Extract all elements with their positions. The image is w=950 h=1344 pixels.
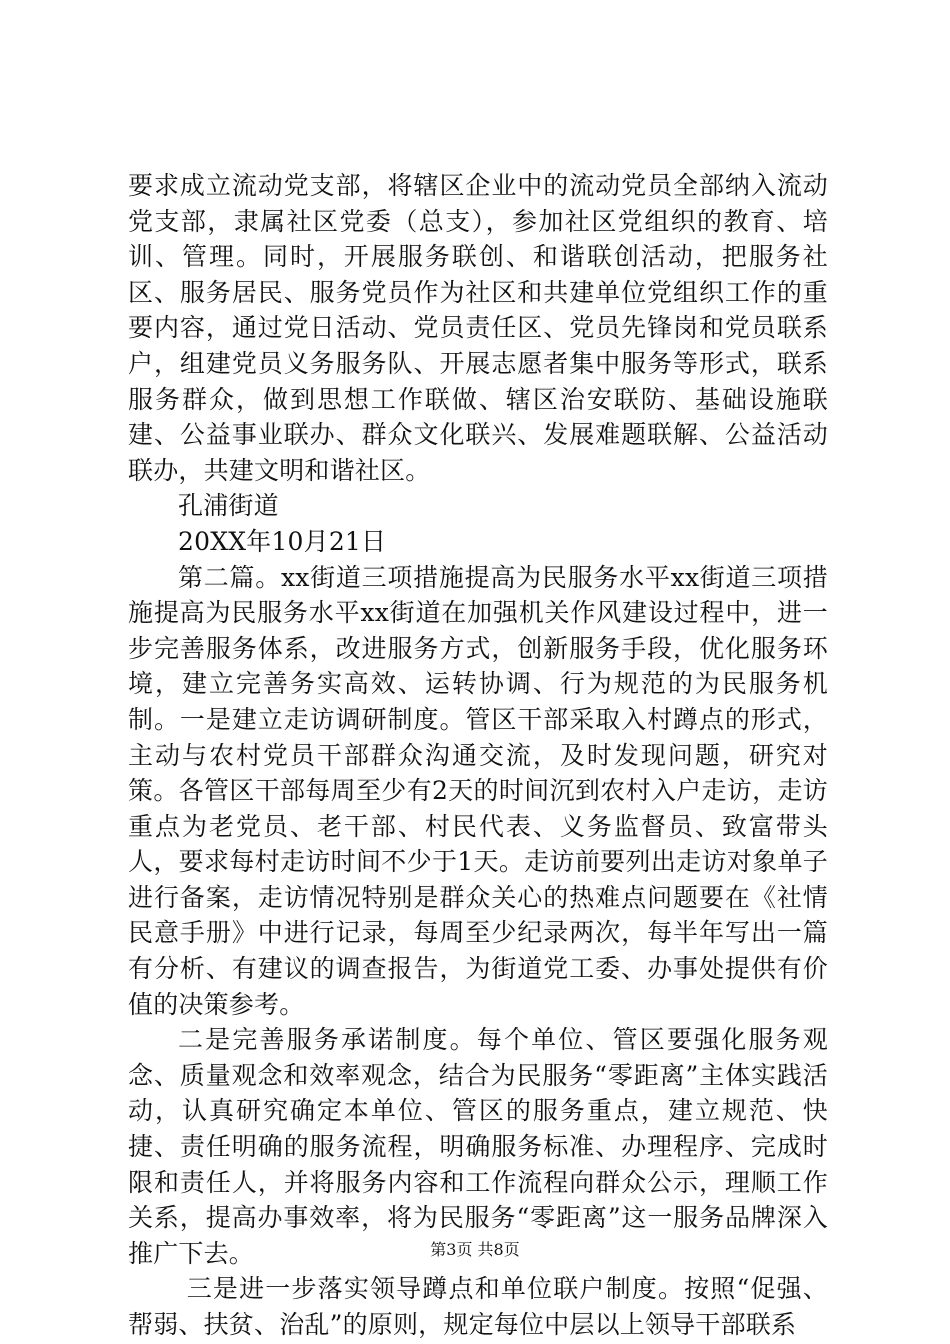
signature-organization: 孔浦街道 <box>178 491 279 521</box>
paragraph-leadership-contact: 三是进一步落实领导蹲点和单位联户制度。按照“促强、帮弱、扶贫、治乱”的原则，规定每位中层以上领导干部联系 <box>128 1274 828 1339</box>
paragraph-service-commitment: 二是完善服务承诺制度。每个单位、管区要强化服务观念、质量观念和效率观念，结合为民服务“零距离”主体实践活动，认真研究确定本单位、管区的服务重点，建立规范、快捷、责任明确的服务流程，明确服务标准、办理程序、完成时限和责任人，并将服务内容和工作流程向群众公示，理顺工作关系，提高办事效率，将为民服务“零距离”这一服务品牌深入推广下去。 <box>128 1025 828 1268</box>
signature-date: 20XX年10月21日 <box>178 526 387 556</box>
document-body <box>128 168 828 1343</box>
page-number-footer: 第3页 共8页 <box>430 1240 520 1259</box>
paragraph-second-article: 第二篇。xx街道三项措施提高为民服务水平xx街道三项措施提高为民服务水平xx街道在加强机关作风建设过程中，进一步完善服务体系，改进服务方式，创新服务手段，优化服务环境，建立完善务实高效、运转协调、行为规范的为民服务机制。一是建立走访调研制度。管区干部采取入村蹲点的形式，主动与农村党员干部群众沟通交流，及时发现问题，研究对策。各管区干部每周至少有2天的时间沉到农村入户走访，走访重点为老党员、老干部、村民代表、义务监督员、致富带头人，要求每村走访时间不少于1天。走访前要列出走访对象单子进行备案，走访情况特别是群众关心的热难点问题要在《社情民意手册》中进行记录，每周至少纪录两次，每半年写出一篇有分析、有建议的调查报告，为街道党工委、办事处提供有价值的决策参考。 <box>128 562 828 1019</box>
paragraph-continued: 要求成立流动党支部，将辖区企业中的流动党员全部纳入流动党支部，隶属社区党委（总支），参加社区党组织的教育、培训、管理。同时，开展服务联创、和谐联创活动，把服务社区、服务居民、服务党员作为社区和共建单位党组织工作的重要内容，通过党日活动、党员责任区、党员先锋岗和党员联系户，组建党员义务服务队、开展志愿者集中服务等形式，联系服务群众，做到思想工作联做、辖区治安联防、基础设施联建、公益事业联办、群众文化联兴、发展难题联解、公益活动联办，共建文明和谐社区。 <box>128 171 828 485</box>
